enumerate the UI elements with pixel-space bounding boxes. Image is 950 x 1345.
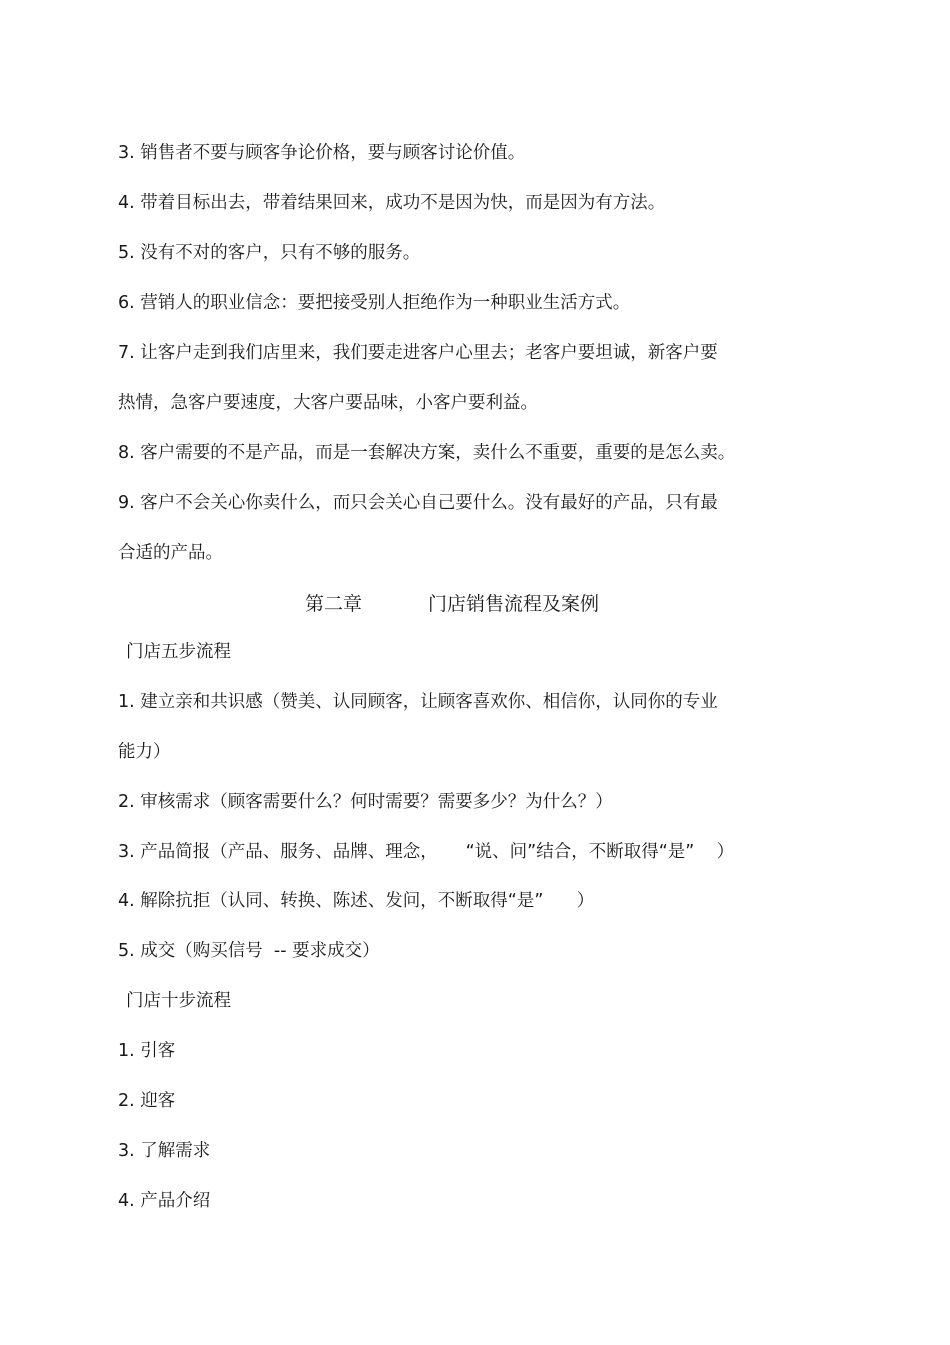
- list-item: 4. 产品介绍: [118, 1191, 211, 1211]
- section-heading-ten-steps: 门店十步流程: [126, 991, 231, 1011]
- section-heading-five-steps: 门店五步流程: [126, 642, 231, 662]
- chapter-title: 门店销售流程及案例: [428, 593, 600, 615]
- list-item: 4. 解除抗拒（认同、转换、陈述、发问，不断取得“是” ）: [118, 891, 595, 911]
- list-item: 4. 带着目标出去，带着结果回来，成功不是因为快，而是因为有方法。: [118, 193, 666, 213]
- list-item: 8. 客户需要的不是产品，而是一套解决方案，卖什么不重要，重要的是怎么卖。: [118, 443, 736, 463]
- list-item: 5. 没有不对的客户，只有不够的服务。: [118, 243, 421, 263]
- list-item: 1. 建立亲和共识感（赞美、认同顾客，让顾客喜欢你、相信你，认同你的专业: [118, 692, 718, 712]
- list-item-continuation: 合适的产品。: [118, 543, 223, 563]
- list-item: 2. 审核需求（顾客需要什么？何时需要？需要多少？为什么？）: [118, 792, 613, 812]
- list-item: 2. 迎客: [118, 1091, 176, 1111]
- list-item: 3. 销售者不要与顾客争论价格，要与顾客讨论价值。: [118, 143, 526, 163]
- list-item: 7. 让客户走到我们店里来，我们要走进客户心里去；老客户要坦诚，新客户要: [118, 343, 718, 363]
- list-item-continuation: 能力）: [118, 742, 171, 762]
- list-item: 1. 引客: [118, 1041, 176, 1061]
- list-item: 5. 成交（购买信号 -- 要求成交）: [118, 941, 380, 961]
- list-item-continuation: 热情，急客户要速度，大客户要品味，小客户要利益。: [118, 393, 538, 413]
- chapter-number: 第二章: [305, 593, 363, 615]
- list-item: 3. 了解需求: [118, 1141, 211, 1161]
- list-item: 9. 客户不会关心你卖什么，而只会关心自己要什么。没有最好的产品，只有最: [118, 493, 718, 513]
- list-item: 3. 产品简报（产品、服务、品牌、理念， “说、问”结合，不断取得“是” ）: [118, 842, 735, 862]
- list-item: 6. 营销人的职业信念：要把接受别人拒绝作为一种职业生活方式。: [118, 293, 631, 313]
